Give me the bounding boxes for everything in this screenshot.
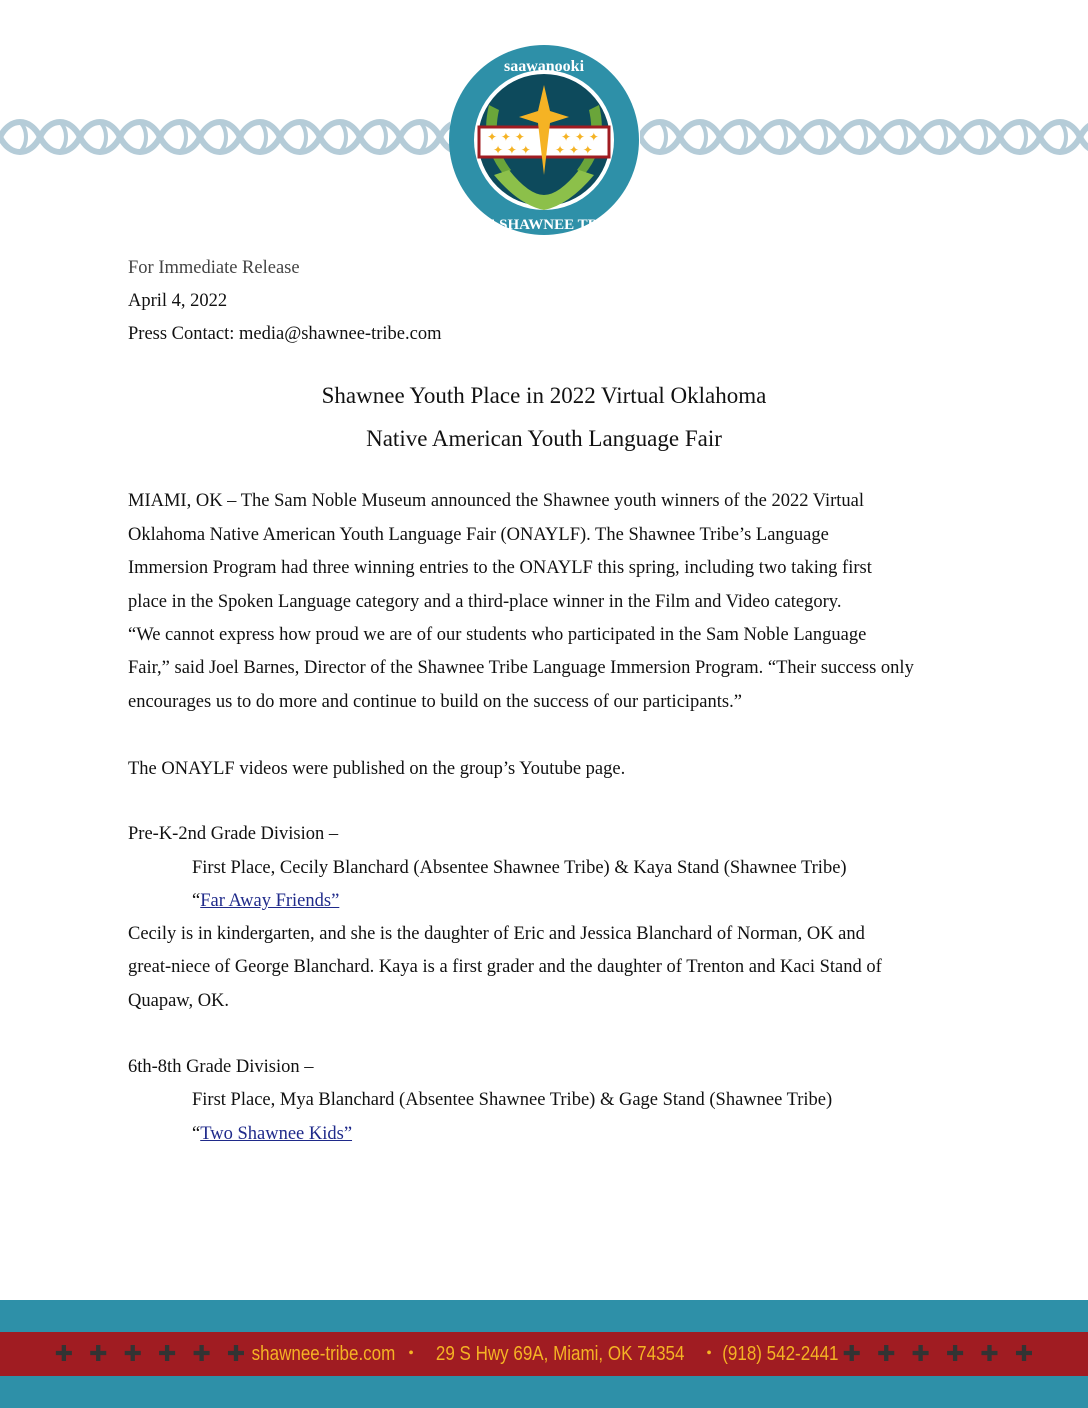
footer-address: 29 S Hwy 69A, Miami, OK 74354 [435, 1342, 685, 1365]
cross-icon: ✚ [980, 1341, 999, 1367]
svg-text:✦ ✦ ✦: ✦ ✦ ✦ [561, 130, 599, 144]
cross-icon: ✚ [158, 1341, 177, 1367]
cross-icon: ✚ [842, 1341, 862, 1367]
body-line: “We cannot express how proud we are of our students who participated in the Sam Noble Language [128, 625, 867, 645]
body-line: encourages us to do more and continue to build on the success of our participants.” [128, 692, 742, 712]
braid-border-left [0, 112, 450, 162]
video-title-6-8 [192, 1124, 352, 1145]
quote-mark: “ [192, 891, 201, 911]
press-contact: Press Contact: media@shawnee-tribe.com [128, 324, 442, 344]
cross-icon: ✚ [1014, 1341, 1034, 1367]
cross-icon: ✚ [945, 1341, 965, 1367]
footer-phone: (918) 542-2441 [722, 1342, 839, 1365]
video-title-prek [192, 891, 339, 912]
cross-icon: ✚ [226, 1341, 246, 1367]
logo-bottom-text: THE SHAWNEE TRIBE [463, 217, 625, 233]
logo-top-text: saawanooki [503, 58, 585, 75]
youtube-note: The ONAYLF videos were published on the group’s Youtube page. [128, 759, 626, 779]
headline-line-1: Shawnee Youth Place in 2022 Virtual Oklahoma [321, 383, 767, 408]
division-heading-prek: Pre-K-2nd Grade Division – [128, 824, 339, 844]
footer-contact-bar [0, 1332, 1088, 1376]
cross-icon: ✚ [877, 1341, 896, 1367]
far-away-friends-link[interactable]: Far Away Friends” [200, 891, 340, 911]
footer-website: shawnee-tribe.com [252, 1342, 396, 1365]
bullet: • [706, 1345, 712, 1362]
bullet: • [408, 1345, 414, 1362]
cross-icon: ✚ [54, 1341, 74, 1367]
body-line: MIAMI, OK – The Sam Noble Museum announced the Shawnee youth winners of the 2022 Virtual [128, 491, 865, 511]
quote-mark: “ [192, 1124, 201, 1144]
svg-text:✦ ✦ ✦: ✦ ✦ ✦ [555, 143, 593, 157]
headline-line-2: Native American Youth Language Fair [366, 426, 722, 451]
winner-prek: First Place, Cecily Blanchard (Absentee Shawnee Tribe) & Kaya Stand (Shawnee Tribe) [192, 858, 847, 878]
winner-6-8: First Place, Mya Blanchard (Absentee Shawnee Tribe) & Gage Stand (Shawnee Tribe) [192, 1090, 833, 1110]
body-line: Immersion Program had three winning entries to the ONAYLF this spring, including two taking first [128, 558, 872, 578]
body-line: Fair,” said Joel Barnes, Director of the Shawnee Tribe Language Immersion Program. “Their success only [128, 658, 914, 678]
body-line: great-niece of George Blanchard. Kaya is a first grader and the daughter of Trenton and Kaci Stand of [128, 957, 882, 977]
cross-icon: ✚ [89, 1341, 108, 1367]
release-label: For Immediate Release [128, 258, 300, 278]
cross-icon: ✚ [123, 1341, 143, 1367]
body-line: place in the Spoken Language category and a third-place winner in the Film and Video category. [128, 592, 842, 612]
body-line: Quapaw, OK. [128, 991, 230, 1011]
body-line: Oklahoma Native American Youth Language Fair (ONAYLF). The Shawnee Tribe’s Language [128, 525, 829, 545]
cross-icon: ✚ [911, 1341, 930, 1367]
two-shawnee-kids-link[interactable]: Two Shawnee Kids” [200, 1124, 353, 1144]
shawnee-tribe-seal-logo [449, 45, 639, 235]
cross-icon: ✚ [192, 1341, 211, 1367]
release-date: April 4, 2022 [128, 291, 228, 311]
division-heading-6-8: 6th-8th Grade Division – [128, 1057, 314, 1077]
svg-text:✦ ✦ ✦: ✦ ✦ ✦ [493, 143, 531, 157]
svg-text:✦ ✦ ✦: ✦ ✦ ✦ [487, 130, 525, 144]
braid-border-right [640, 112, 1088, 162]
body-line: Cecily is in kindergarten, and she is the daughter of Eric and Jessica Blanchard of Norman, OK and [128, 924, 865, 944]
